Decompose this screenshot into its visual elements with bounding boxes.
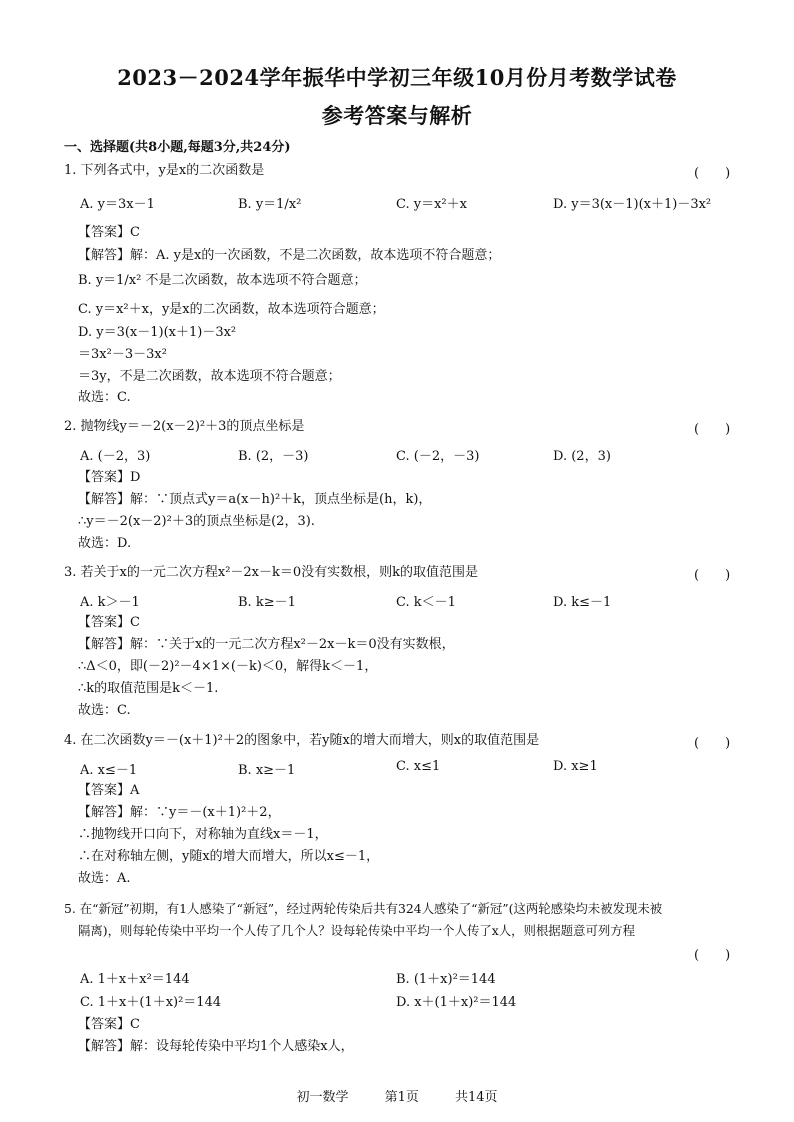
q3-option-a: A. k＞－1 [80,595,140,610]
q1-explain-1: 【解答】解：A. y是x的一次函数，不是二次函数，故本选项不符合题意； [78,248,501,263]
q2-explain-3: 故选：D. [78,536,132,551]
question-3-stem: 3. 若关于x的一元二次方程x²－2x－k＝0没有实数根，则k的取值范围是 [64,565,479,580]
q4-option-c: C. x≤1 [396,759,441,774]
q1-explain-7: 故选：C. [78,390,131,405]
q1-explain-4: D. y＝3(x－1)(x＋1)－3x² [78,325,237,340]
question-4-stem: 4. 在二次函数y＝－(x＋1)²＋2的图象中，若y随x的增大而增大，则x的取值范围是 [64,733,540,748]
q5-option-d: D. x＋(1＋x)²＝144 [396,995,517,1010]
q3-option-b: B. k≥－1 [238,595,296,610]
q4-option-b: B. x≥－1 [238,763,296,778]
q4-explain-1: 【解答】解：∵y＝－(x＋1)²＋2， [78,805,281,820]
q3-option-d: D. k≤－1 [553,595,612,610]
q2-answer: 【答案】D [78,470,141,485]
page-title: 2023－2024学年振华中学初三年级10月份月考数学试卷 [117,65,677,90]
page-footer [0,1086,794,1105]
answer-blank-4: ( ) [694,736,731,751]
q1-explain-3: C. y＝x²＋x，y是x的二次函数，故本选项符合题意； [78,302,385,317]
question-2-stem: 2. 抛物线y＝－2(x－2)²＋3的顶点坐标是 [64,419,305,434]
question-5-stem-line-1: 5. 在“新冠”初期，有1人感染了“新冠”，经过两轮传染后共有324人感染了“新冠”(这两轮感染均未被发现未被 [64,901,663,916]
q4-explain-3: ∴在对称轴左侧，y随x的增大而增大，所以x≤－1， [78,849,380,864]
answer-blank-1: ( ) [694,166,731,181]
q4-explain-4: 故选：A. [78,871,131,886]
q2-option-c: C. (－2，－3) [396,449,480,464]
answer-blank-2: ( ) [694,422,731,437]
footer-subject: 初一数学 [296,1090,349,1105]
q4-answer: 【答案】A [78,783,140,798]
q1-option-a: A. y＝3x－1 [80,197,155,212]
answer-blank-5: ( ) [694,948,731,963]
q4-option-d: D. x≥1 [553,759,598,774]
q1-explain-5: ＝3x²－3－3x² [78,347,167,362]
q5-explain-1: 【解答】解：设每轮传染中平均1个人感染x人， [78,1039,354,1054]
q5-answer: 【答案】C [78,1017,140,1032]
question-5-stem-line-2: 隔离)，则每轮传染中平均一个人传了几个人？设每轮传染中平均一个人传了x人，则根据题意可列方程 [78,923,636,938]
q3-option-c: C. k＜－1 [396,595,456,610]
q1-explain-6: ＝3y，不是二次函数，故本选项不符合题意； [78,369,341,384]
q1-option-d: D. y＝3(x－1)(x＋1)－3x² [553,197,712,212]
page-subtitle: 参考答案与解析 [321,103,473,128]
q3-explain-2: ∴Δ＜0，即(－2)²－4×1×(－k)＜0，解得k＜－1， [78,659,378,674]
question-1-stem: 1. 下列各式中，y是x的二次函数是 [64,163,265,178]
q5-option-a: A. 1＋x＋x²＝144 [80,972,190,987]
footer-total-pages: 共14页 [455,1090,498,1105]
q1-explain-2: B. y＝1/x² 不是二次函数，故本选项不符合题意； [78,273,367,288]
q3-explain-4: 故选：C. [78,703,131,718]
answer-blank-3: ( ) [694,568,731,583]
q1-option-b: B. y＝1/x² [238,197,302,212]
q2-option-b: B. (2，－3) [238,449,309,464]
q3-explain-3: ∴k的取值范围是k＜－1. [78,681,219,696]
q4-option-a: A. x≤－1 [80,763,138,778]
q2-option-a: A. (－2，3) [80,449,151,464]
q1-option-c: C. y＝x²＋x [396,197,467,212]
q2-option-d: D. (2，3) [553,449,611,464]
q4-explain-2: ∴抛物线开口向下，对称轴为直线x＝－1， [78,827,328,842]
q3-explain-1: 【解答】解：∵关于x的一元二次方程x²－2x－k＝0没有实数根， [78,637,455,652]
q2-explain-2: ∴y＝－2(x－2)²＋3的顶点坐标是(2，3). [78,514,315,529]
q3-answer: 【答案】C [78,615,140,630]
footer-page-number: 第1页 [384,1090,419,1105]
q5-option-c: C. 1＋x＋(1＋x)²＝144 [80,995,222,1010]
q5-option-b: B. (1＋x)²＝144 [396,972,496,987]
q1-answer: 【答案】C [78,225,140,240]
section-heading: 一、选择题(共8小题,每题3分,共24分) [64,140,291,155]
q2-explain-1: 【解答】解：∵顶点式y＝a(x－h)²＋k，顶点坐标是(h，k)， [78,492,432,507]
